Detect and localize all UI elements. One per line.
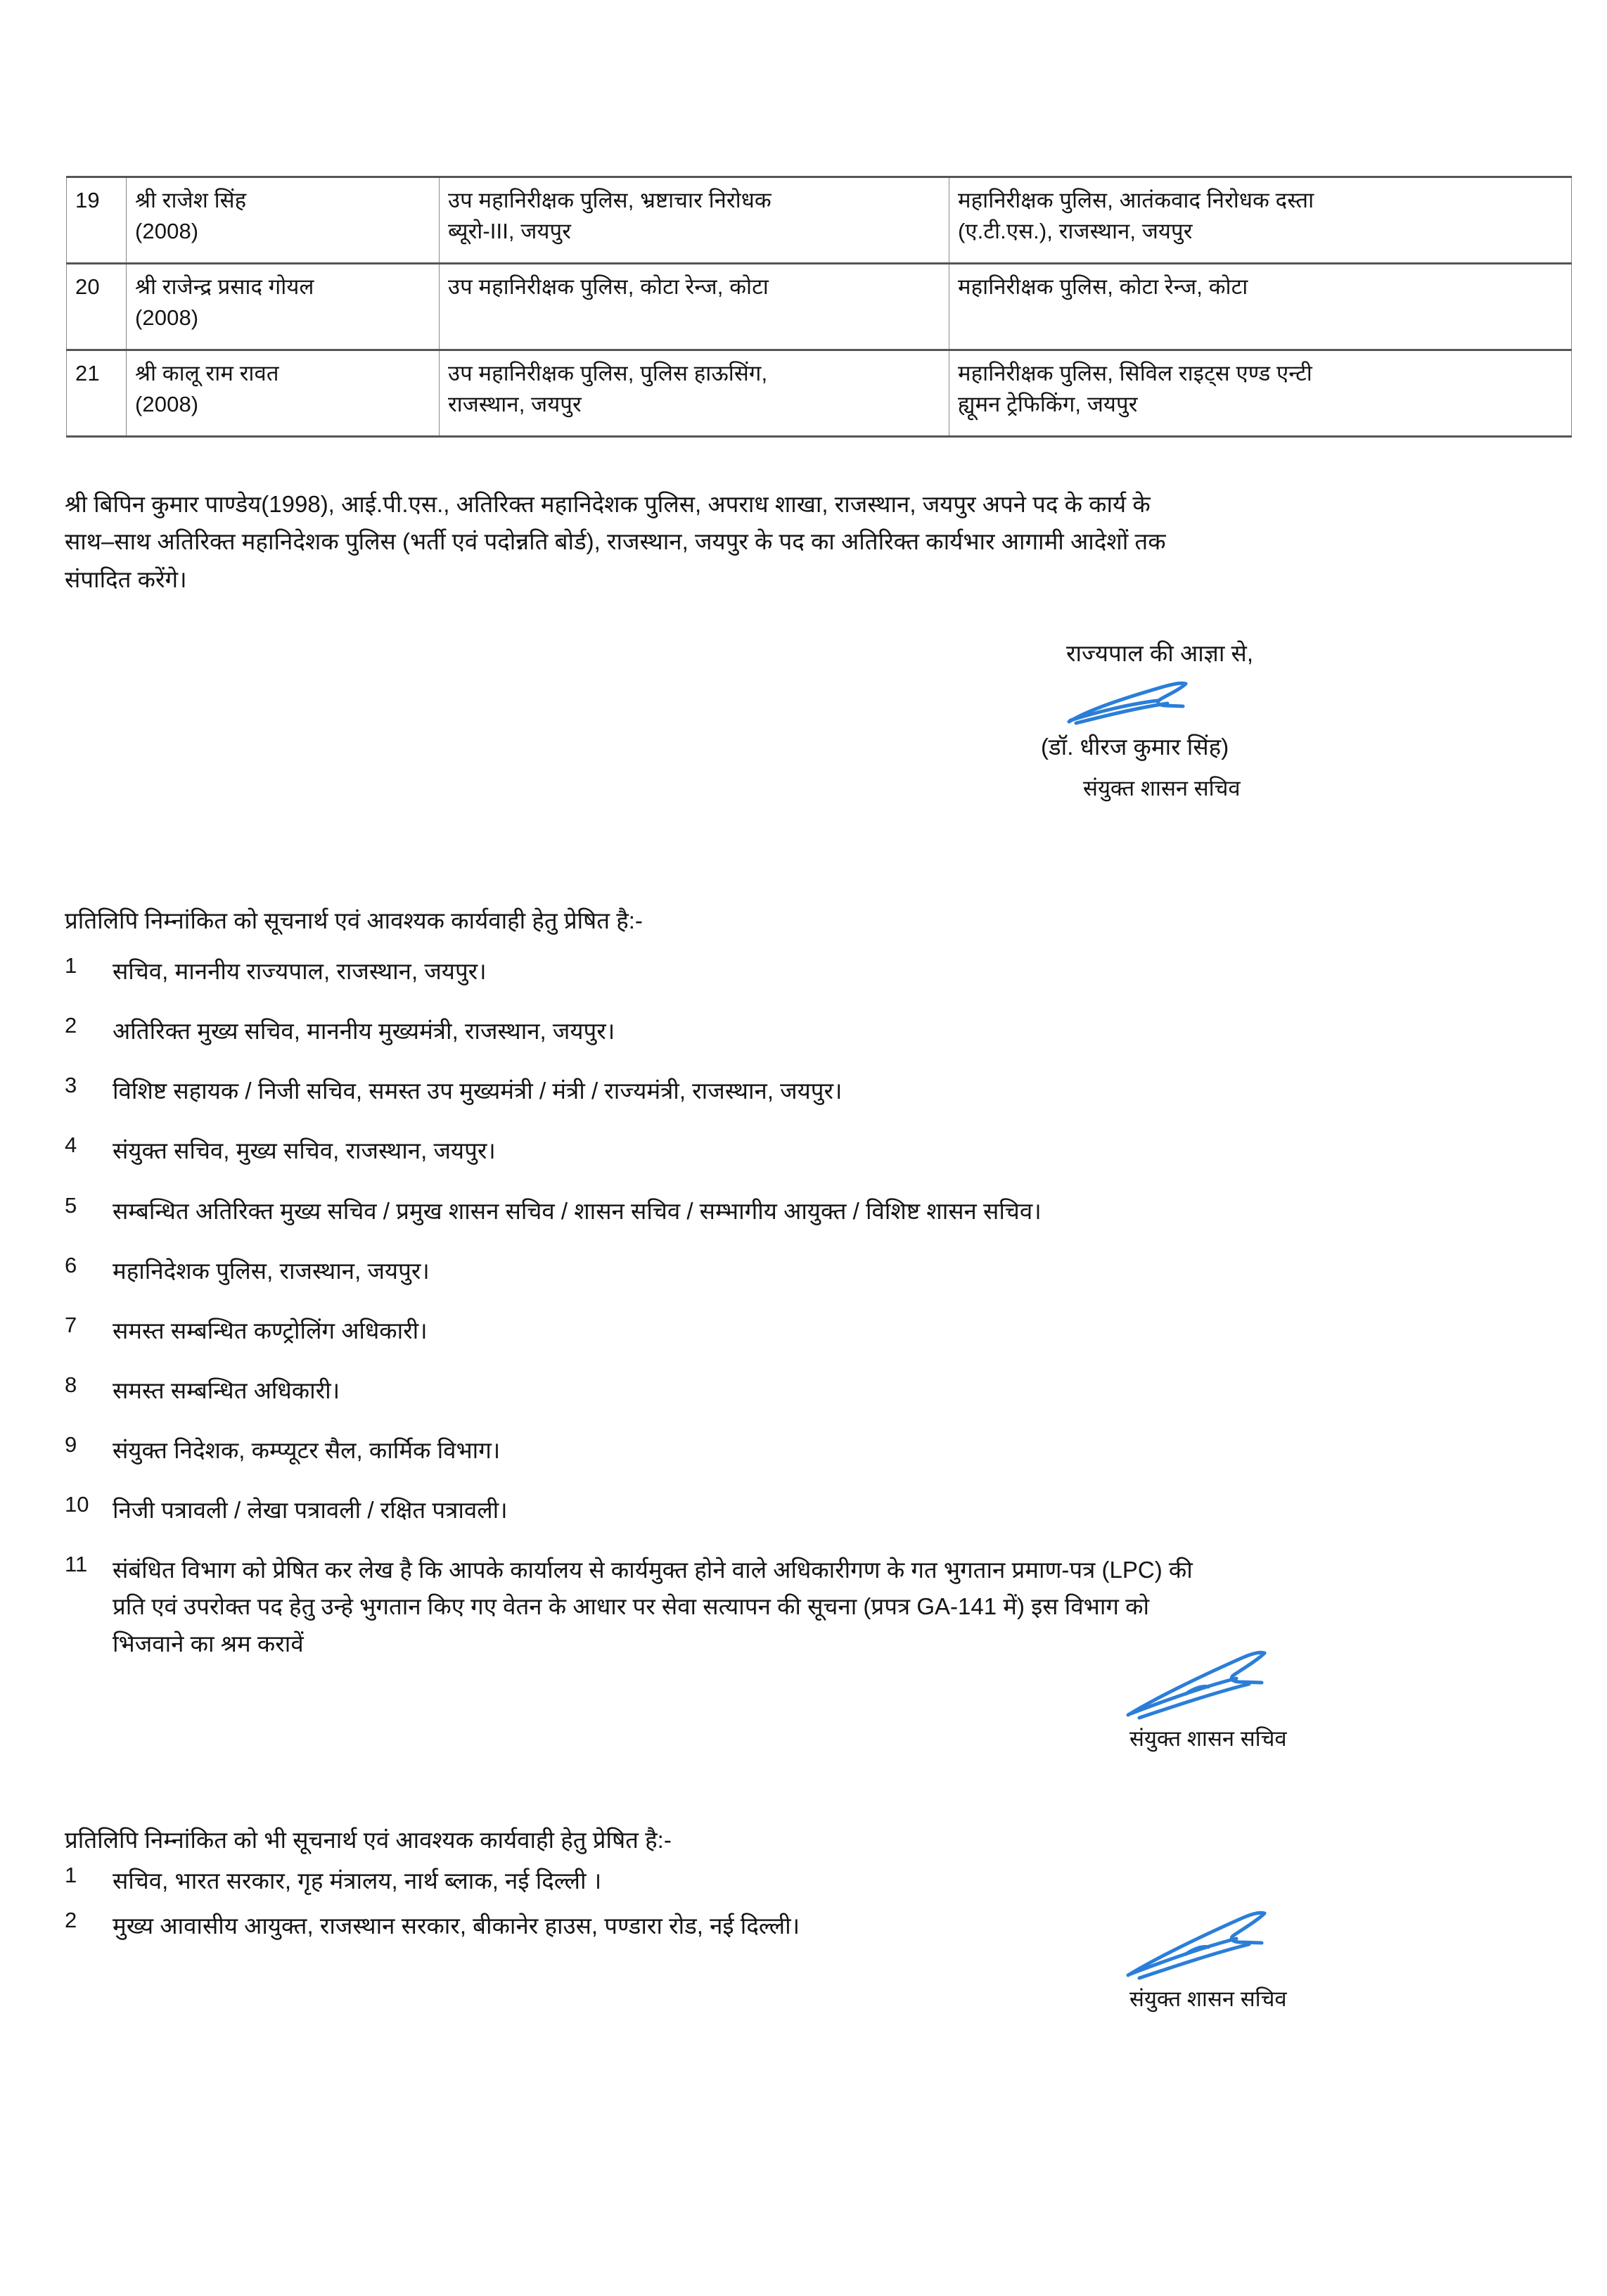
list-item-text: सम्बन्धित अतिरिक्त मुख्य सचिव / प्रमुख शासन सचिव / शासन सचिव / सम्भागीय आयुक्त / विशिष्ट शासन सचिव। — [113, 1197, 1042, 1224]
current-post-line2: ब्यूरो-III, जयपुर — [448, 219, 572, 244]
table-cell-name — [127, 177, 440, 264]
list-item-number: 2 — [65, 1013, 77, 1038]
list-item-number: 7 — [65, 1312, 77, 1337]
list-item-number: 3 — [65, 1073, 77, 1098]
list-item — [65, 1492, 1506, 1529]
list-item-text: सचिव, भारत सरकार, गृह मंत्रालय, नार्थ ब्लाक, नई दिल्ली । — [113, 1868, 602, 1894]
signature-block-main — [1006, 637, 1400, 803]
list-item-text: विशिष्ट सहायक / निजी सचिव, समस्त उप मुख्यमंत्री / मंत्री / राज्यमंत्री, राजस्थान, जयपुर। — [113, 1078, 843, 1104]
list-item — [65, 1863, 1506, 1899]
list-item-text: संयुक्त सचिव, मुख्य सचिव, राजस्थान, जयपुर। — [113, 1137, 496, 1164]
list-item — [65, 1133, 1506, 1169]
list-item-text-line-3: भिजवाने का श्रम करावें — [113, 1630, 304, 1657]
table-cell-current-post — [440, 177, 949, 264]
list-item-text: समस्त सम्बन्धित कण्ट्रोलिंग अधिकारी। — [113, 1317, 428, 1344]
list-item-text: निजी पत्रावली / लेखा पत्रावली / रक्षित पत्रावली। — [113, 1497, 508, 1524]
table-cell-new-post — [949, 350, 1572, 437]
copy-distribution-heading-1: प्रतिलिपि निम्नांकित को सूचनार्थ एवं आवश्यक कार्यवाही हेतु प्रेषित है:- — [65, 907, 643, 933]
list-item-text: अतिरिक्त मुख्य सचिव, माननीय मुख्यमंत्री, राजस्थान, जयपुर। — [113, 1018, 615, 1045]
list-item — [65, 1372, 1506, 1409]
signatory-designation: संयुक्त शासन सचिव — [1129, 1986, 1287, 2011]
table-cell-name — [127, 264, 440, 350]
table-cell-current-post — [440, 350, 949, 437]
table-cell-current-post — [440, 264, 949, 350]
signature-image-bottom — [1097, 1899, 1463, 1984]
list-item-text: समस्त सम्बन्धित अधिकारी। — [113, 1377, 340, 1403]
new-post-line2: (ए.टी.एस.), राजस्थान, जयपुर — [958, 219, 1193, 244]
table-cell-serial: 21 — [67, 350, 127, 437]
list-item — [65, 1313, 1506, 1349]
new-post-line2: ह्यूमन ट्रेफिकिंग, जयपुर — [958, 392, 1138, 417]
signatory-designation: संयुक्त शासन सचिव — [1083, 776, 1241, 801]
officer-name: श्री राजेश सिंह — [135, 188, 247, 212]
signature-block-bottom — [1097, 1899, 1463, 2013]
list-item-number: 4 — [65, 1133, 77, 1158]
signature-image-main — [1006, 672, 1400, 727]
table-row — [67, 350, 1572, 437]
copy-distribution-heading-2: प्रतिलिपि निम्नांकित को भी सूचनार्थ एवं आवश्यक कार्यवाही हेतु प्रेषित है:- — [65, 1827, 672, 1853]
list-item — [65, 1013, 1506, 1050]
new-post-line1: महानिरीक्षक पुलिस, आतंकवाद निरोधक दस्ता — [958, 188, 1314, 212]
copy-distribution-list-1 — [65, 953, 1506, 1685]
officer-batch-year: (2008) — [135, 392, 199, 417]
current-post-line1: उप महानिरीक्षक पुलिस, पुलिस हाऊसिंग, — [448, 361, 768, 386]
list-item — [65, 1193, 1506, 1230]
by-order-of-governor-text: राज्यपाल की आज्ञा से, — [1066, 640, 1254, 666]
list-item-text-line-1: संबंधित विभाग को प्रेषित कर लेख है कि आपके कार्यालय से कार्यमुक्त होने वाले अधिकारीगण के गत भुगतान प्रमाण-पत्र (LPC) की — [113, 1557, 1193, 1583]
table-cell-serial: 20 — [67, 264, 127, 350]
list-item-text: मुख्य आवासीय आयुक्त, राजस्थान सरकार, बीकानेर हाउस, पण्डारा रोड, नई दिल्ली। — [113, 1913, 800, 1939]
new-post-line1: महानिरीक्षक पुलिस, सिविल राइट्स एण्ड एन्टी — [958, 361, 1312, 386]
officer-batch-year: (2008) — [135, 219, 199, 244]
paragraph-line-2: साथ–साथ अतिरिक्त महानिदेशक पुलिस (भर्ती एवं पदोन्नति बोर्ड), राजस्थान, जयपुर के पद का अतिरिक्त कार्यभार आगामी आदेशों तक — [65, 528, 1166, 555]
list-item-text: महानिदेशक पुलिस, राजस्थान, जयपुर। — [113, 1257, 430, 1284]
signatory-name: (डॉ. धीरज कुमार सिंह) — [1041, 734, 1229, 760]
list-item-number: 6 — [65, 1252, 77, 1277]
signature-block-mid — [1097, 1639, 1463, 1753]
table-row — [67, 264, 1572, 350]
new-post-line1: महानिरीक्षक पुलिस, कोटा रेन्ज, कोटा — [958, 274, 1248, 300]
officer-transfer-table — [66, 176, 1572, 438]
current-post-line1: उप महानिरीक्षक पुलिस, कोटा रेन्ज, कोटा — [448, 274, 769, 300]
list-item-number: 1 — [65, 1863, 77, 1887]
paragraph-line-1: श्री बिपिन कुमार पाण्डेय(1998), आई.पी.एस., अतिरिक्त महानिदेशक पुलिस, अपराध शाखा, राजस्थान, जयपुर अपने पद के कार्य के — [65, 491, 1151, 517]
table-cell-new-post — [949, 177, 1572, 264]
table-row — [67, 177, 1572, 264]
list-item-number: 5 — [65, 1192, 77, 1218]
paragraph-line-3: संपादित करेंगे। — [65, 566, 187, 592]
list-item — [65, 1073, 1506, 1109]
list-item-text-line-2: प्रति एवं उपरोक्त पद हेतु उन्हे भुगतान किए गए वेतन के आधार पर सेवा सत्यापन की सूचना (प्रपत्र GA-141 में) इस विभाग को — [113, 1593, 1150, 1620]
officer-batch-year: (2008) — [135, 305, 199, 331]
current-post-line1: उप महानिरीक्षक पुलिस, भ्रष्टाचार निरोधक — [448, 188, 772, 212]
additional-charge-paragraph — [65, 485, 1503, 598]
list-item-number: 9 — [65, 1432, 77, 1457]
table-cell-serial: 19 — [67, 177, 127, 264]
current-post-line2: राजस्थान, जयपुर — [448, 392, 582, 417]
table-cell-new-post — [949, 264, 1572, 350]
list-item-number: 1 — [65, 953, 77, 978]
list-item — [65, 953, 1506, 990]
list-item — [65, 1432, 1506, 1469]
list-item-number: 2 — [65, 1908, 77, 1933]
officer-name: श्री कालू राम रावत — [135, 361, 279, 386]
table-cell-name — [127, 350, 440, 437]
list-item-text: संयुक्त निदेशक, कम्प्यूटर सैल, कार्मिक विभाग। — [113, 1437, 501, 1463]
list-item — [65, 1253, 1506, 1289]
list-item-number: 8 — [65, 1372, 77, 1397]
signature-image-mid — [1097, 1639, 1463, 1723]
list-item-text: सचिव, माननीय राज्यपाल, राजस्थान, जयपुर। — [113, 958, 487, 984]
signatory-designation: संयुक्त शासन सचिव — [1129, 1726, 1287, 1751]
officer-name: श्री राजेन्द्र प्रसाद गोयल — [135, 274, 314, 300]
list-item-number: 11 — [65, 1552, 88, 1577]
list-item-number: 10 — [65, 1492, 89, 1517]
